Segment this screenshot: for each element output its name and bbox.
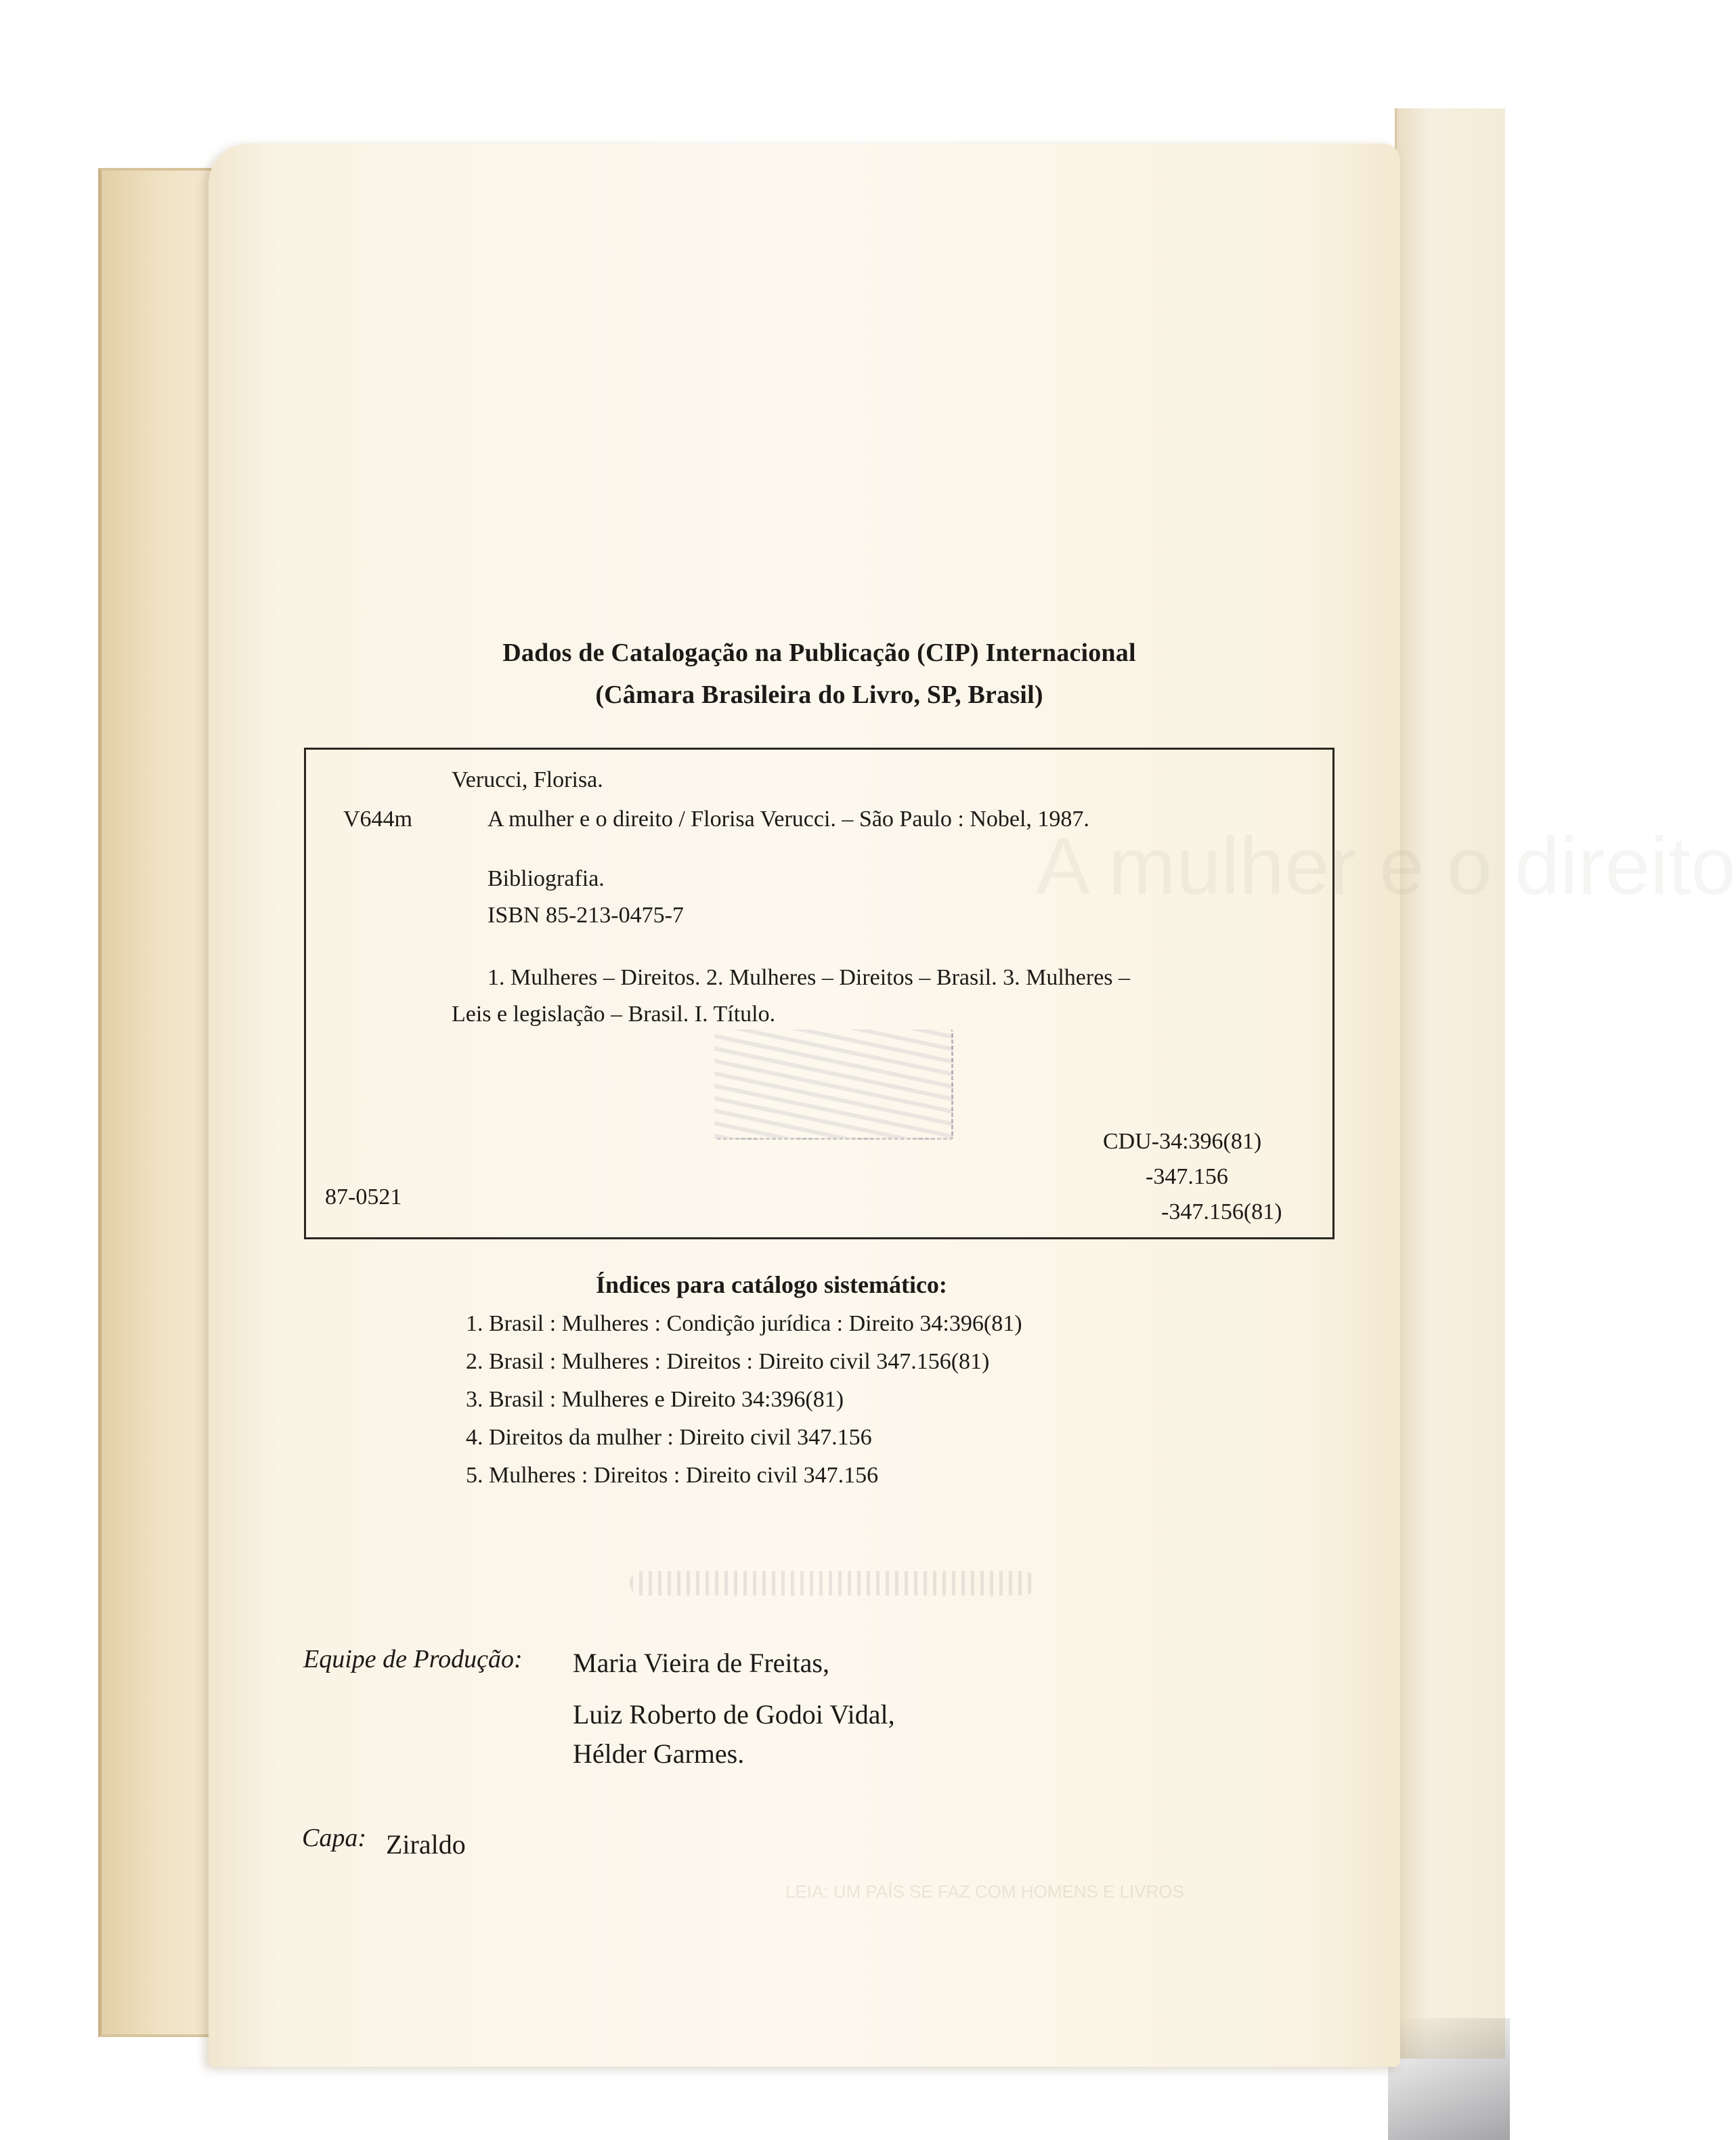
index-item: 4. Direitos da mulher : Direito civil 347.156 [466,1425,872,1450]
corner-shadow [1388,2018,1510,2140]
index-item: 1. Brasil : Mulheres : Condição jurídica : Direito 34:396(81) [466,1311,1022,1336]
production-member: Hélder Garmes. [573,1738,745,1769]
cip-subheading: (Câmara Brasileira do Livro, SP, Brasil) [595,681,1043,709]
indices-title: Índices para catálogo sistemático: [596,1271,947,1298]
index-item: 2. Brasil : Mulheres : Direitos : Direito civil 347.156(81) [466,1349,990,1374]
catalog-card [304,748,1334,1239]
card-cdu-1: CDU-34:396(81) [1103,1129,1262,1154]
card-cdu-3: -347.156(81) [1161,1199,1282,1224]
card-subjects-line-1: 1. Mulheres – Direitos. 2. Mulheres – Direitos – Brasil. 3. Mulheres – [487,965,1131,990]
production-label: Equipe de Produção: [303,1645,523,1673]
cip-heading: Dados de Catalogação na Publicação (CIP) Internacional [502,639,1136,667]
index-item: 5. Mulheres : Direitos : Direito civil 347.156 [466,1463,879,1488]
show-through-title: A mulher e o direito [1036,821,1736,912]
card-control-number: 87-0521 [325,1184,402,1210]
cover-label: Capa: [302,1824,366,1852]
card-bibliography: Bibliografia. [487,866,605,891]
cover-artist: Ziraldo [386,1829,466,1860]
show-through-text: LEIA: UM PAÍS SE FAZ COM HOMENS E LIVROS [785,1881,1184,1902]
production-member: Maria Vieira de Freitas, [573,1648,829,1678]
index-item: 3. Brasil : Mulheres e Direito 34:396(81) [466,1387,844,1412]
card-cdu-2: -347.156 [1146,1164,1228,1189]
faded-imprint [630,1571,1036,1596]
card-title-line: A mulher e o direito / Florisa Verucci. – São Paulo : Nobel, 1987. [487,807,1089,832]
card-isbn: ISBN 85-213-0475-7 [487,903,684,928]
faded-stamp [714,1029,953,1140]
card-call-number: V644m [343,807,412,832]
facing-page-edge [1395,108,1505,2059]
card-subjects-line-2: Leis e legislação – Brasil. I. Título. [452,1002,776,1027]
card-author: Verucci, Florisa. [452,767,603,792]
production-member: Luiz Roberto de Godoi Vidal, [573,1699,895,1730]
